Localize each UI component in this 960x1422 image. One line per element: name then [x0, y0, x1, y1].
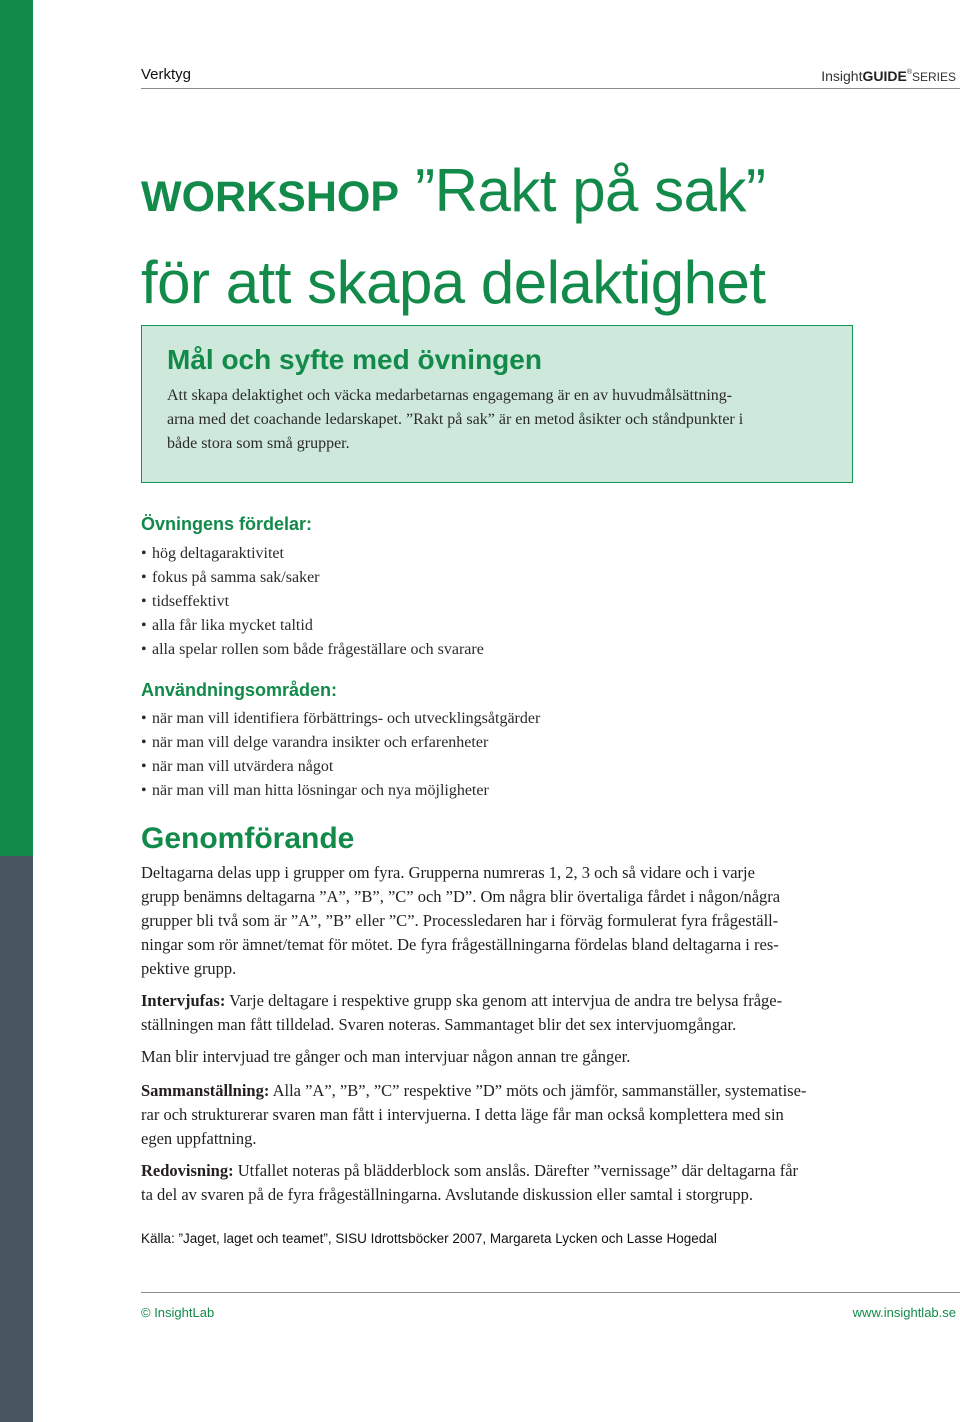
- text-line: rar och strukturerar svaren man fått i intervjuerna. I detta läge får man också komplettera med sin: [141, 1105, 784, 1124]
- goal-box: [141, 325, 853, 483]
- benefits-heading: Övningens fördelar:: [141, 514, 313, 534]
- list-item: • fokus på samma sak/saker: [141, 566, 484, 590]
- text-line: pektive grupp.: [141, 959, 237, 978]
- execution-heading: Genomförande: [141, 822, 355, 855]
- list-item: • när man vill identifiera förbättrings- och utvecklingsåtgärder: [141, 707, 540, 731]
- text-line: Deltagarna delas upp i grupper om fyra. Grupperna numreras 1, 2, 3 och så vidare och i varje: [141, 863, 755, 882]
- list-item: • tidseffektivt: [141, 590, 484, 614]
- report-paragraph: [141, 1159, 861, 1207]
- brand-registered-mark: ®: [906, 69, 912, 76]
- brand-insight: Insight: [821, 68, 863, 84]
- goal-text: [167, 384, 832, 456]
- text-line: grupp benämns deltagarna ”A”, ”B”, ”C” och ”D”. Om några blir övertaliga fårdet i någon/några: [141, 887, 781, 906]
- list-item: • när man vill man hitta lösningar och nya möjligheter: [141, 779, 540, 803]
- goal-line: arna med det coachande ledarskapet. ”Rakt på sak” är en metod åsikter och ståndpunkter i: [167, 411, 744, 428]
- goal-line: både stora som små grupper.: [167, 435, 350, 452]
- source-citation: Källa: ”Jaget, laget och teamet”, SISU Idrottsböcker 2007, Margareta Lycken och Lasse Hogedal: [141, 1231, 717, 1246]
- page-title: [141, 148, 766, 326]
- text-line: ta del av svaren på de fyra frågeställningarna. Avslutande diskussion eller samtal i storgrupp.: [141, 1185, 754, 1204]
- interview-note: Man blir intervjuad tre gånger och man intervjuar någon annan tre gånger.: [141, 1047, 631, 1066]
- summary-paragraph: [141, 1079, 861, 1151]
- list-item: • alla får lika mycket taltid: [141, 614, 484, 638]
- list-item: • alla spelar rollen som både frågeställare och svarare: [141, 638, 484, 662]
- header-divider: [141, 88, 960, 89]
- footer-url-link[interactable]: www.insightlab.se: [852, 1305, 956, 1320]
- execution-intro: [141, 861, 861, 981]
- goal-line: Att skapa delaktighet och väcka medarbetarnas engagemang är en av huvudmålsättning-: [167, 387, 733, 404]
- text-line: ställningen man fått tilldelad. Svaren noteras. Sammantaget blir det sex intervjuomgångar.: [141, 1015, 737, 1034]
- uses-heading: Användningsområden:: [141, 680, 338, 700]
- sidebar-green-band: [0, 0, 33, 856]
- text-line: egen uppfattning.: [141, 1129, 257, 1148]
- text-line: Varje deltagare i respektive grupp ska genom att intervjua de andra tre belysa fråge-: [225, 991, 783, 1010]
- footer-divider: [141, 1292, 960, 1293]
- sidebar-slate-band: [0, 856, 33, 1422]
- brand-logo: [821, 68, 956, 84]
- brand-series: SERIES: [911, 70, 956, 84]
- text-line: grupper bli två som är ”A”, ”B” eller ”C”. Processledaren har i förväg formulerat fyra frågeställ-: [141, 911, 779, 930]
- list-item: • när man vill delge varandra insikter och erfarenheter: [141, 731, 540, 755]
- title-line1-rest: ”Rakt på sak”: [399, 157, 766, 224]
- interview-label: Intervjufas:: [141, 991, 226, 1010]
- benefits-list: [141, 542, 484, 662]
- summary-label: Sammanställning:: [141, 1081, 270, 1100]
- brand-guide: GUIDE: [862, 68, 907, 84]
- interview-paragraph: [141, 989, 861, 1037]
- title-keyword: WORKSHOP: [141, 173, 399, 221]
- list-item: • när man vill utvärdera något: [141, 755, 540, 779]
- title-line2: för att skapa delaktighet: [141, 249, 766, 316]
- text-line: Alla ”A”, ”B”, ”C” respektive ”D” möts och jämför, sammanställer, systematise-: [269, 1081, 807, 1100]
- report-label: Redovisning:: [141, 1161, 234, 1180]
- footer-copyright: © InsightLab: [141, 1305, 215, 1320]
- section-label: Verktyg: [141, 66, 192, 83]
- goal-heading: Mål och syfte med övningen: [167, 344, 542, 375]
- text-line: Utfallet noteras på blädderblock som anslås. Därefter ”vernissage” där deltagarna får: [233, 1161, 799, 1180]
- list-item: • hög deltagaraktivitet: [141, 542, 484, 566]
- text-line: ningar som rör ämnet/temat för mötet. De fyra frågeställningarna fördelas bland deltagarna i res-: [141, 935, 779, 954]
- uses-list: [141, 707, 540, 803]
